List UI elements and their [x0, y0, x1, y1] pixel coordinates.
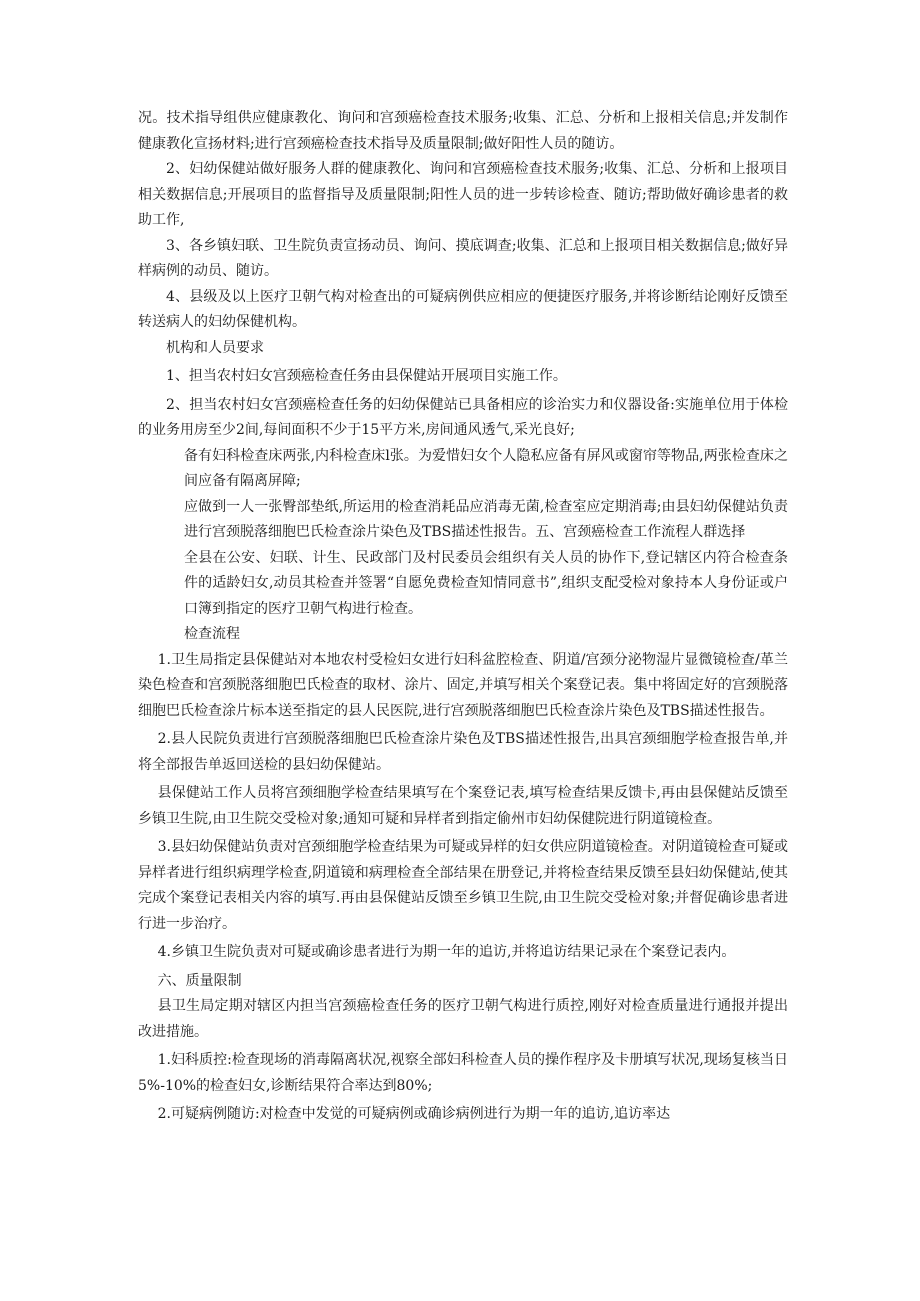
paragraph-requirement-2: 2、担当农村妇女宫颈癌检查任务的妇幼保健站已具备相应的诊治实力和仪器设备:实施单位用于体检的业务用房至少2间,每间面积不少于15平方米,房间通风透气,采光良好; — [138, 396, 788, 438]
paragraph-process-2-followup: 县保健站工作人员将宫颈细胞学检查结果填写在个案登记表,填写检查结果反馈卡,再由县保健站反馈至乡镇卫生院,由卫生院交受检对象;通知可疑和异样者到指定偷州市妇幼保健院进行阴道镜检查。 — [138, 785, 788, 827]
section-heading-org-personnel: 机构和人员要求 — [166, 339, 264, 356]
document-body — [138, 106, 788, 1128]
paragraph-item-4: 4、县级及以上医疗卫朝气构对检查出的可疑病例供应相应的便捷医疗服务,并将诊断结论刚好反馈至转送病人的妇幼保健机构。 — [138, 288, 788, 330]
paragraph-exam-beds: 备有妇科检查床两张,内科检查床l张。为爱惜妇女个人隐私应备有屏风或窗帘等物品,两张检查床之间应备有隔离屏障; — [184, 447, 788, 489]
section-heading-quality-control: 六、质量限制 — [157, 972, 242, 989]
paragraph-requirement-1: 1、担当农村妇女宫颈癌检查任务由县保健站开展项目实施工作。 — [166, 368, 567, 384]
paragraph-item-3: 3、各乡镇妇联、卫生院负责宣扬动员、询问、摸底调查;收集、汇总和上报项目相关数据信息;做好异样病例的动员、随访。 — [138, 237, 788, 279]
paragraph-population-selection: 全县在公安、妇联、计生、民政部门及村民委员会组织有关人员的协作下,登记辖区内符合检查条件的适龄妇女,动员其检查并签署“自愿免费检查知情同意书”,组织支配受检对象持本人身份证或户口簿到指定的医疗卫朝气构进行检查。 — [184, 549, 788, 617]
paragraph-item-2: 2、妇幼保健站做好服务人群的健康教化、询问和宫颈癌检查技术服务;收集、汇总、分析和上报项目相关数据信息;开展项目的监督指导及质量限制;阳性人员的进一步转诊检查、随访;帮助做好确诊患者的救助工作, — [138, 161, 788, 228]
paragraph-process-2: 2.县人民院负责进行宫颈脱落细胞巴氏检查涂片染色及TBS描述性报告,出具宫颈细胞学检查报告单,并将全部报告单返回送检的县妇幼保健站。 — [138, 731, 788, 773]
paragraph-process-3: 3.县妇幼保健站负责对宫颈细胞学检查结果为可疑或异样的妇女供应阴道镜检查。对阴道镜检查可疑或异样者进行组织病理学检查,阴道镜和病理检查全部结果在册登记,并将检查结果反馈至县妇幼保健站,使其完成个案登记表相关内容的填写.再由县保健站反馈至乡镇卫生院,由卫生院交受检对象;并督促确诊患者进行进一步治疗。 — [138, 839, 788, 932]
paragraph-quality-1: 1.妇科质控:检查现场的消毒隔离状况,视察全部妇科检查人员的操作程序及卡册填写状况,现场复核当日5%-10%的检查妇女,诊断结果符合率达到80%; — [138, 1052, 788, 1094]
indented-block — [184, 444, 788, 648]
paragraph-process-1: 1.卫生局指定县保健站对本地农村受检妇女进行妇科盆腔检查、阴道/宫颈分泌物湿片显微镜检查/革兰染色检查和宫颈脱落细胞巴氏检查的取材、涂片、固定,并填写相关个案登记表。集中将固定好的宫颈脱落细胞巴氏检查涂片标本送至指定的县人民医院,进行宫颈脱落细胞巴氏检查涂片染色及TBS描述性报告。 — [138, 651, 788, 719]
section-heading-exam-process: 检查流程 — [184, 626, 240, 642]
paragraph-continuation: 况。技术指导组供应健康教化、询问和宫颈癌检查技术服务;收集、汇总、分析和上报相关信息;并发制作健康教化宣扬材料;进行宫颈癌检查技术指导及质量限制;做好阳性人员的随访。 — [138, 110, 788, 152]
paragraph-hygiene-report: 应做到一人一张臀部垫纸,所运用的检查消耗品应消毒无菌,检查室应定期消毒;由县妇幼保健站负责进行宫颈脱落细胞巴氏检查涂片染色及TBS描述性报告。五、宫颈癌检查工作流程人群选择 — [184, 498, 788, 540]
paragraph-quality-2: 2.可疑病例随访:对检查中发觉的可疑病例或确诊病例进行为期一年的追访,追访率达 — [157, 1106, 671, 1122]
paragraph-quality-intro: 县卫生局定期对辖区内担当宫颈癌检查任务的医疗卫朝气构进行质控,刚好对检查质量进行通报并提出改进措施。 — [138, 998, 788, 1040]
paragraph-process-4: 4.乡镇卫生院负责对可疑或确诊患者进行为期一年的追访,并将追访结果记录在个案登记表内。 — [157, 944, 736, 960]
